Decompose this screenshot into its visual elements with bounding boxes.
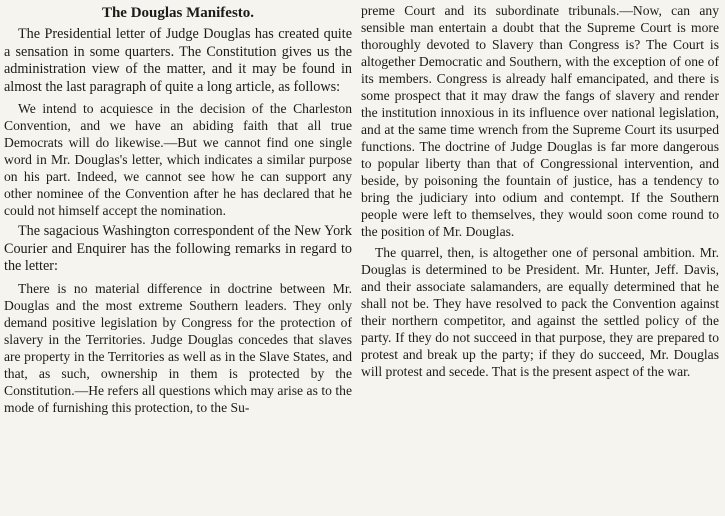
paragraph-correspondent-quote: There is no material difference in doctrine between Mr. Douglas and the most extreme Southern leaders. They only demand positive legislation by Congress for the protection of slavery in the Territories. Judge Douglas concedes that slaves are property in the Territories as well as in the Slave States, and that, as such, ownership in them is protected by the Constitution.—He refers all questions which may arise as to the mode of furnishing this protection, to the Su- [4,280,352,415]
right-column [361,0,719,380]
paragraph-correspondent: The sagacious Washington correspondent of the New York Courier and Enquirer has the following remarks in regard to the letter: [4,223,352,274]
article-title: The Douglas Manifesto. [101,5,255,21]
left-column [4,0,352,416]
paragraph-intro: The Presidential letter of Judge Douglas has created quite a sensation in some quarters. The Constitution gives us the administration view of the matter, and it may be found in almost the last paragraph of quite a long article, as follows: [4,26,352,95]
paragraph-quarrel: The quarrel, then, is altogether one of personal ambition. Mr. Douglas is determined to be President. Mr. Hunter, Jeff. Davis, and their associate salamanders, are equally determined that he shall not be. They have resolved to pack the Convention against their northern competitor, and against the settled policy of the party. If they do not succeed in that purpose, they are prepared to protest and break up the party; if they do succeed, Mr. Douglas will protest and secede. That is the present aspect of the war. [361,245,719,379]
paragraph-constitution-quote: We intend to acquiesce in the decision of the Charleston Convention, and we have an abiding faith that all true Democrats will do likewise.—But we cannot find one single word in Mr. Douglas's letter, which indicates a similar purpose on his part. Indeed, we cannot see how he can support any other nominee of the Convention after he has declared that he could not himself accept the nomination. [4,101,352,218]
paragraph-supreme-court: preme Court and its subordinate tribunals.—Now, can any sensible man entertain a doubt that the Supreme Court is more thoroughly devoted to Slavery than Congress is? The Court is altogether Democratic and Southern, with the exception of one of its members. Congress is already half emancipated, and there is some prospect that it may draw the fangs of slavery and render the institution innoxious in its influence over national legislation, and at the same time wrench from the Supreme Court its usurped functions. The doctrine of Judge Douglas is far more dangerous to popular liberty than that of Congressional intervention, and beside, by poisoning the fountain of justice, has a tendency to bring the judiciary into odium and contempt. If the Southern people were left to themselves, they would soon come round to the position of Mr. Douglas. [361,3,719,239]
